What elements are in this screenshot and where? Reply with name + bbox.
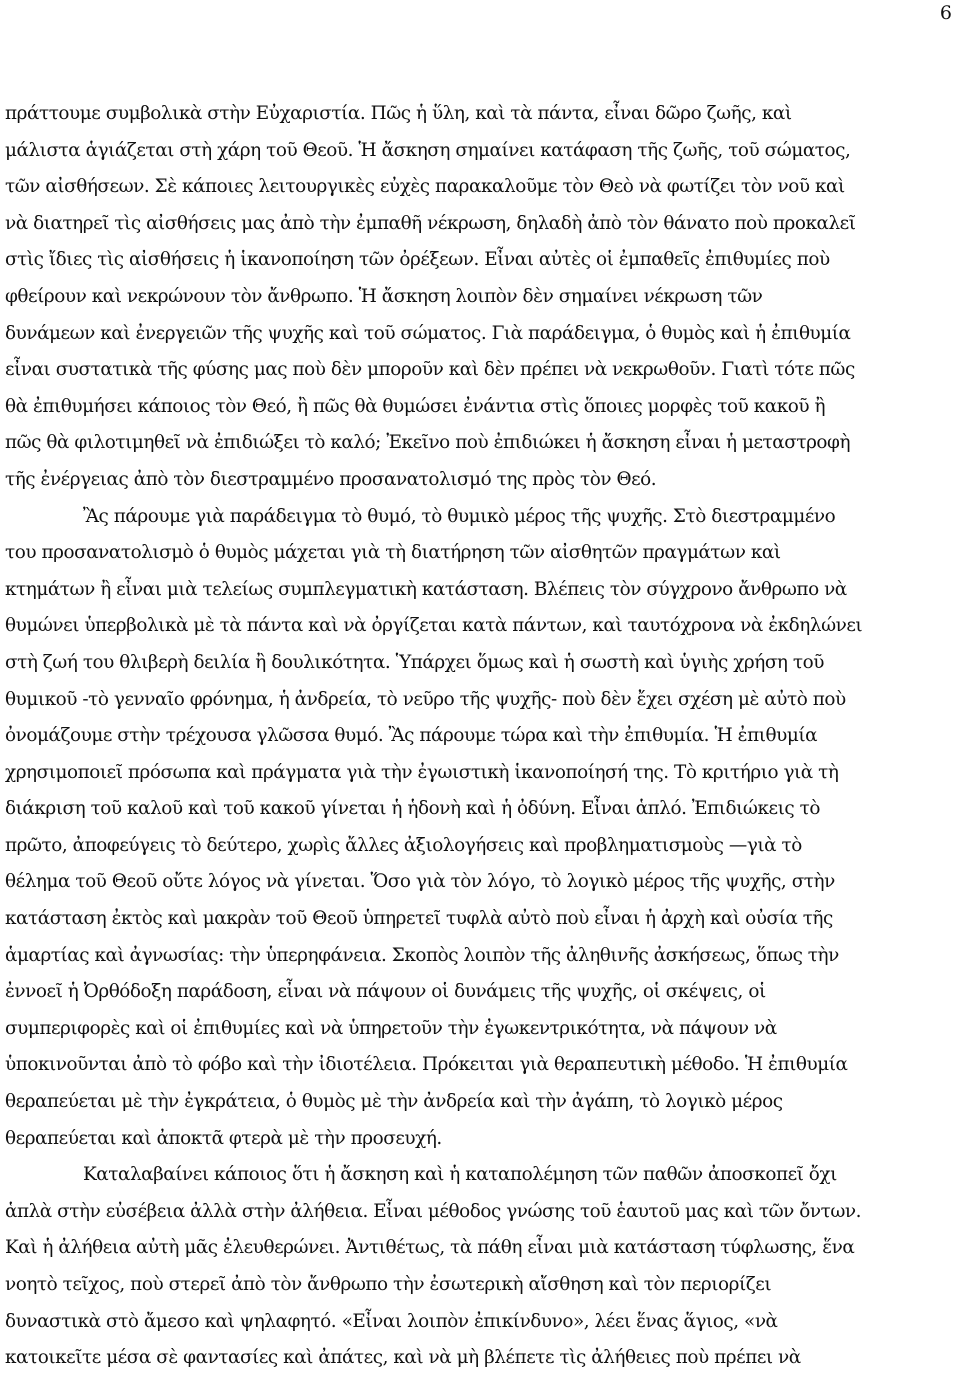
text-line: στὴ ζωή του θλιβερὴ δειλία ἢ δουλικότητα. Ὑπάρχει ὅμως καὶ ἡ σωστὴ καὶ ὑγιὴς χρήση τοῦ	[5, 651, 824, 673]
text-line: θυμώνει ὑπερβολικὰ μὲ τὰ πάντα καὶ νὰ ὀργίζεται κατὰ πάντων, καὶ ταυτόχρονα νὰ ἐκδηλώνει	[5, 615, 863, 637]
text-line: ἐννοεῖ ἡ Ὀρθόδοξη παράδοση, εἶναι νὰ πάψουν οἱ δυνάμεις τῆς ψυχῆς, οἱ σκέψεις, οἱ	[5, 981, 766, 1003]
text-line: νοητὸ τεῖχος, ποὺ στερεῖ ἀπὸ τὸν ἄνθρωπο τὴν ἐσωτερικὴ αἴσθηση καὶ τὸν περιορίζει	[5, 1274, 772, 1295]
text-line: πῶς θὰ φιλοτιμηθεῖ νὰ ἐπιδιώξει τὸ καλό; Ἐκεῖνο ποὺ ἐπιδιώκει ἡ ἄσκηση εἶναι ἡ μεταστροφὴ	[5, 432, 851, 454]
text-line: του προσανατολισμὸ ὁ θυμὸς μάχεται γιὰ τὴ διατήρηση τῶν αἰσθητῶν πραγμάτων καὶ	[5, 542, 781, 564]
text-line: θεραπεύεται μὲ τὴν ἐγκράτεια, ὁ θυμὸς μὲ τὴν ἀνδρεία καὶ τὴν ἀγάπη, τὸ λογικὸ μέρος	[5, 1091, 783, 1113]
text-line: συμπεριφορὲς καὶ οἱ ἐπιθυμίες καὶ νὰ ὑπηρετοῦν τὴν ἐγωκεντρικότητα, νὰ πάψουν νὰ	[5, 1017, 777, 1039]
text-line: ἁπλὰ στὴν εὐσέβεια ἀλλὰ στὴν ἀλήθεια. Εἶναι μέθοδος γνώσης τοῦ ἑαυτοῦ μας καὶ τῶν ὄντων.	[5, 1200, 862, 1222]
text-line: Ἂς πάρουμε γιὰ παράδειγμα τὸ θυμό, τὸ θυμικὸ μέρος τῆς ψυχῆς. Στὸ διεστραμμένο	[83, 505, 836, 527]
text-line: διάκριση τοῦ καλοῦ καὶ τοῦ κακοῦ γίνεται ἡ ἡδονὴ καὶ ἡ ὀδύνη. Εἶναι ἁπλό. Ἐπιδιώκεις τὸ	[5, 798, 820, 820]
text-line: τῆς ἐνέργειας ἀπὸ τὸν διεστραμμένο προσανατολισμό της πρὸς τὸν Θεό.	[5, 468, 657, 490]
text-line: χρησιμοποιεῖ πρόσωπα καὶ πράγματα γιὰ τὴν ἐγωιστικὴ ἱκανοποίησή της. Τὸ κριτήριο γιὰ τὴ	[5, 761, 839, 783]
text-line: ὑποκινοῦνται ἀπὸ τὸ φόβο καὶ τὴν ἰδιοτέλεια. Πρόκειται γιὰ θεραπευτικὴ μέθοδο. Ἡ ἐπιθυμία	[5, 1054, 848, 1076]
text-line: φθείρουν καὶ νεκρώνουν τὸν ἄνθρωπο. Ἡ ἄσκηση λοιπὸν δὲν σημαίνει νέκρωση τῶν	[5, 285, 763, 307]
document-body	[5, 96, 953, 1377]
text-line: πράττουμε συμβολικὰ στὴν Εὐχαριστία. Πῶς ἡ ὕλη, καὶ τὰ πάντα, εἶναι δῶρο ζωῆς, καὶ	[5, 103, 792, 124]
text-line: δυναστικὰ στὸ ἄμεσο καὶ ψηλαφητό. «Εἶναι λοιπὸν ἐπικίνδυνο», λέει ἕνας ἅγιος, «νὰ	[5, 1310, 778, 1332]
page-number: 6	[939, 2, 952, 24]
text-line: στὶς ἴδιες τὶς αἰσθήσεις ἡ ἱκανοποίηση τῶν ὀρέξεων. Εἶναι αὐτὲς οἱ ἐμπαθεῖς ἐπιθυμίες ποὺ	[5, 249, 830, 271]
text-line: ὀνομάζουμε στὴν τρέχουσα γλῶσσα θυμό. Ἂς πάρουμε τώρα καὶ τὴν ἐπιθυμία. Ἡ ἐπιθυμία	[5, 725, 818, 747]
text-line: κατάσταση ἐκτὸς καὶ μακρὰν τοῦ Θεοῦ ὑπηρετεῖ τυφλὰ αὐτὸ ποὺ εἶναι ἡ ἀρχὴ καὶ οὐσία τῆς	[5, 908, 833, 930]
text-line: θὰ ἐπιθυμήσει κάποιος τὸν Θεό, ἢ πῶς θὰ θυμώσει ἐνάντια στὶς ὅποιες μορφὲς τοῦ κακοῦ ἢ	[5, 395, 826, 417]
text-line: θεραπεύεται καὶ ἀποκτᾶ φτερὰ μὲ τὴν προσευχή.	[5, 1127, 442, 1149]
text-line: Καὶ ἡ ἀλήθεια αὐτὴ μᾶς ἐλευθερώνει. Ἀντιθέτως, τὰ πάθη εἶναι μιὰ κατάσταση τύφλωσης, ἕνα	[5, 1237, 855, 1259]
text-line: εἶναι συστατικὰ τῆς φύσης μας ποὺ δὲν μποροῦν καὶ δὲν πρέπει νὰ νεκρωθοῦν. Γιατὶ τότε πῶς	[5, 359, 855, 381]
text-line: πρῶτο, ἀποφεύγεις τὸ δεύτερο, χωρὶς ἄλλες ἀξιολογήσεις καὶ προβληματισμοὺς —γιὰ τὸ	[5, 834, 802, 856]
text-line: κτημάτων ἢ εἶναι μιὰ τελείως συμπλεγματικὴ κατάσταση. Βλέπεις τὸν σύγχρονο ἄνθρωπο νὰ	[5, 578, 847, 600]
text-line: κατοικεῖτε μέσα σὲ φαντασίες καὶ ἀπάτες, καὶ νὰ μὴ βλέπετε τὶς ἀλήθειες ποὺ πρέπει νὰ	[5, 1347, 801, 1369]
text-line: θέλημα τοῦ Θεοῦ οὔτε λόγος νὰ γίνεται. Ὅσο γιὰ τὸν λόγο, τὸ λογικὸ μέρος τῆς ψυχῆς, στὴν	[5, 871, 835, 893]
text-line: δυνάμεων καὶ ἐνεργειῶν τῆς ψυχῆς καὶ τοῦ σώματος. Γιὰ παράδειγμα, ὁ θυμὸς καὶ ἡ ἐπιθυμία	[5, 322, 851, 344]
text-line: θυμικοῦ -τὸ γενναῖο φρόνημα, ἡ ἀνδρεία, τὸ νεῦρο τῆς ψυχῆς- ποὺ δὲν ἔχει σχέση μὲ αὐτὸ ποὺ	[5, 688, 846, 710]
text-line: νὰ διατηρεῖ τὶς αἰσθήσεις μας ἀπὸ τὴν ἐμπαθῆ νέκρωση, δηλαδὴ ἀπὸ τὸν θάνατο ποὺ προκαλεῖ	[5, 212, 856, 234]
text-line: τῶν αἰσθήσεων. Σὲ κάποιες λειτουργικὲς εὐχὲς παρακαλοῦμε τὸν Θεὸ νὰ φωτίζει τὸν νοῦ καὶ	[5, 176, 845, 198]
text-line: ἁμαρτίας καὶ ἀγνωσίας: τὴν ὑπερηφάνεια. Σκοπὸς λοιπὸν τῆς ἀληθινῆς ἀσκήσεως, ὅπως τὴν	[5, 944, 839, 966]
text-line: μάλιστα ἁγιάζεται στὴ χάρη τοῦ Θεοῦ. Ἡ ἄσκηση σημαίνει κατάφαση τῆς ζωῆς, τοῦ σώματος,	[5, 139, 851, 161]
text-line: Καταλαβαίνει κάποιος ὅτι ἡ ἄσκηση καὶ ἡ καταπολέμηση τῶν παθῶν ἀποσκοπεῖ ὄχι	[83, 1164, 837, 1186]
